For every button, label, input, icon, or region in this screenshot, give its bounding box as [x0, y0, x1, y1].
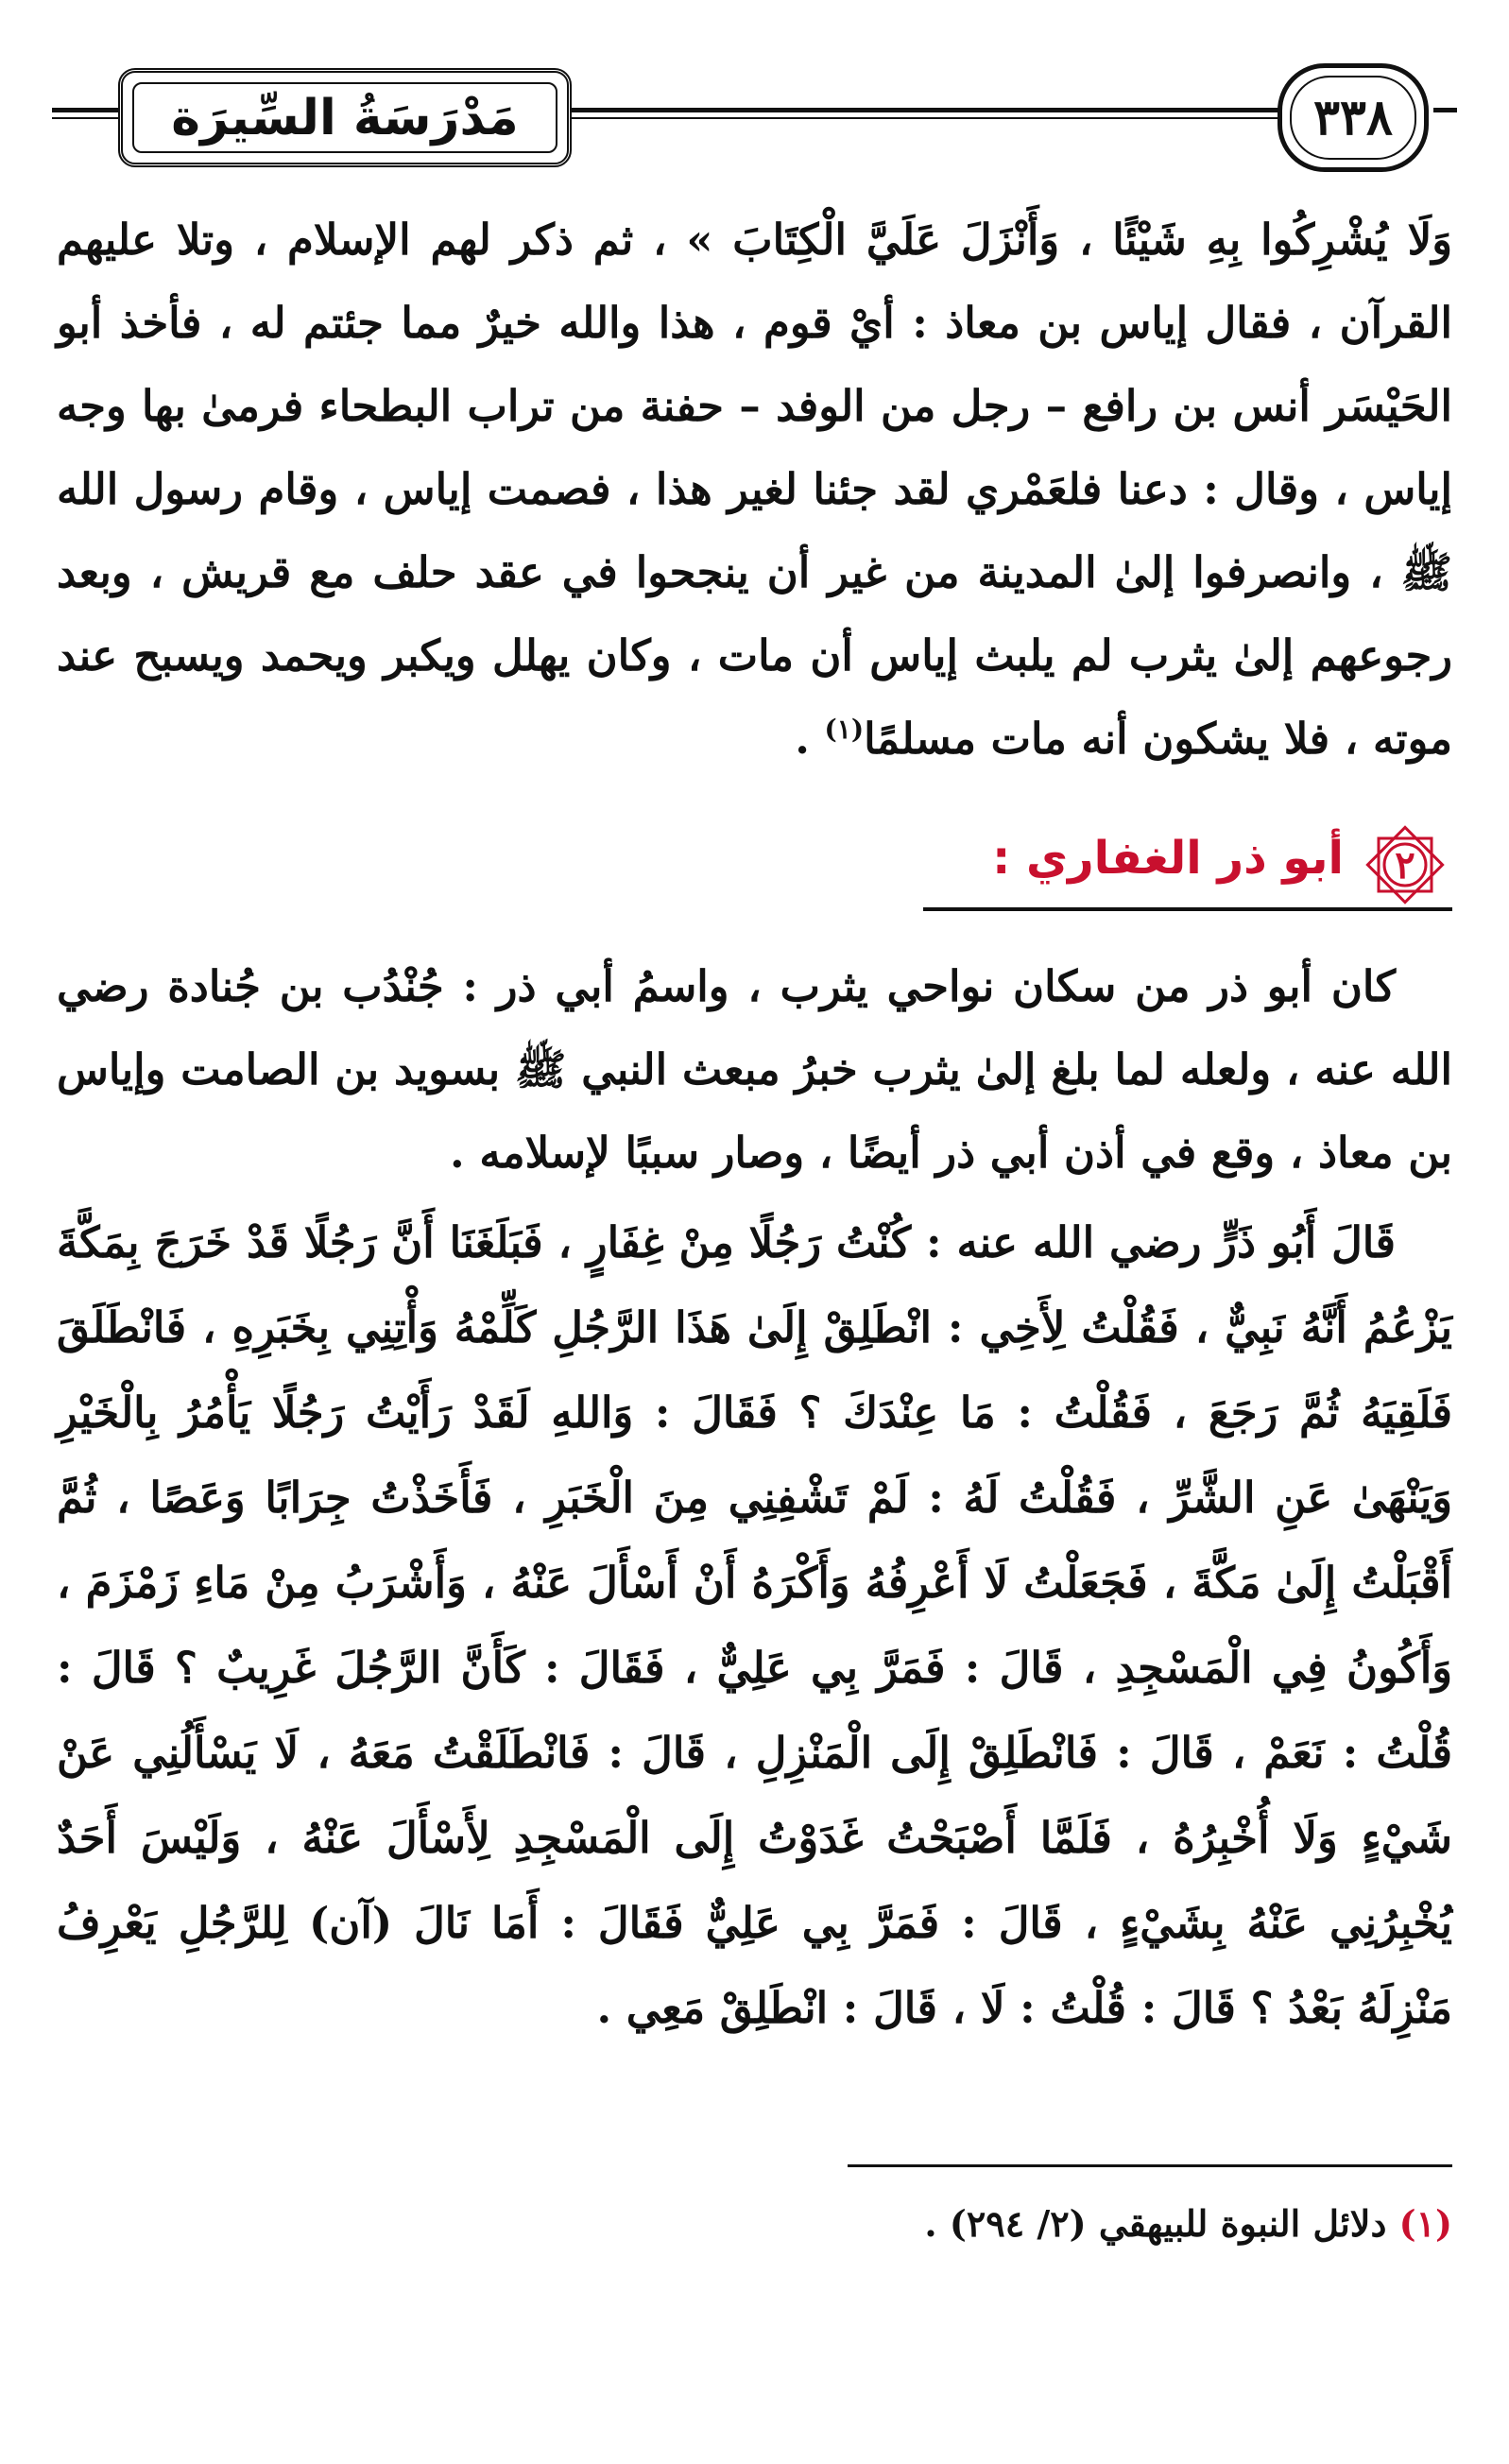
section-number-badge [1358, 818, 1452, 912]
header-rule-right [1433, 108, 1457, 112]
footnote-separator [848, 2164, 1452, 2167]
page-number-frame [1278, 63, 1429, 172]
header-rule-left [52, 108, 118, 112]
footnote-marker: (١) [1398, 2202, 1452, 2245]
paragraph-2 [57, 945, 1452, 1195]
paragraph-1-end: . [795, 714, 825, 764]
book-title-frame [118, 68, 572, 167]
section-heading [923, 813, 1452, 917]
header-rule-left-thin [52, 117, 118, 119]
quran-quote: وَلَا يُشْرِكُوا بِهِ شَيْئًا ، وَأَنْزَلَ عَلَيَّ الْكِتَابَ » [686, 215, 1453, 265]
paragraph-1 [57, 198, 1452, 781]
section-underline [923, 907, 1452, 911]
section-title: أبو ذر الغفاري : [992, 832, 1344, 885]
paragraph-1-text: ، ثم ذكر لهم الإسلام ، وتلا عليهم القرآن ، فقال إياس بن معاذ : أيْ قوم ، هذا والله خيرٌ مما جئتم له ، فأخذ أبو الحَيْسَر أنس بن رافع – رجل من الوفد – حفنة من تراب البطحاء فرمىٰ بها وجه إياس ، وقال : دعنا فلعَمْري لقد جئنا لغير هذا ، فصمت إياس ، وقام رسول الله ﷺ ، وانصرفوا إلىٰ المدينة من غير أن ينجحوا في عقد حلف مع قريش ، وبعد رجوعهم إلىٰ يثرب لم يلبث إياس أن مات ، وكان يهلل ويكبر ويحمد ويسبح عند موته ، فلا يشكون أنه مات مسلمًا [57, 215, 1452, 764]
footnote-reference[interactable]: (١) [824, 714, 865, 745]
book-title: مَدْرَسَةُ السِّيرَة [171, 89, 519, 146]
footnote-text: دلائل النبوة للبيهقي (٢/ ٢٩٤) . [924, 2202, 1387, 2245]
page-header [52, 59, 1457, 186]
header-rule-middle-thin [572, 117, 1285, 119]
header-rule-middle [572, 108, 1285, 112]
section-number: ٢ [1395, 842, 1415, 887]
paragraph-3 [57, 1200, 1452, 2051]
paragraph-3-text: قَالَ أَبُو ذَرٍّ رضي الله عنه : كُنْتُ رَجُلًا مِنْ غِفَارٍ ، فَبَلَغَنَا أَنَّ رَجُلًا قَدْ خَرَجَ بِمَكَّةَ يَزْعُمُ أَنَّهُ نَبِيٌّ ، فَقُلْتُ لِأَخِي : انْطَلِقْ إِلَىٰ هَذَا الرَّجُلِ كَلِّمْهُ وَأْتِنِي بِخَبَرِهِ ، فَانْطَلَقَ فَلَقِيَهُ ثُمَّ رَجَعَ ، فَقُلْتُ : مَا عِنْدَكَ ؟ فَقَالَ : وَاللهِ لَقَدْ رَأَيْتُ رَجُلًا يَأْمُرُ بِالْخَيْرِ وَيَنْهَىٰ عَنِ الشَّرِّ ، فَقُلْتُ لَهُ : لَمْ تَشْفِنِي مِنَ الْخَبَرِ ، فَأَخَذْتُ جِرَابًا وَعَصًا ، ثُمَّ أَقْبَلْتُ إِلَىٰ مَكَّةَ ، فَجَعَلْتُ لَا أَعْرِفُهُ وَأَكْرَهُ أَنْ أَسْأَلَ عَنْهُ ، وَأَشْرَبُ مِنْ مَاءِ زَمْزَمَ ، وَأَكُونُ فِي الْمَسْجِدِ ، قَالَ : فَمَرَّ بِي عَلِيٌّ ، فَقَالَ : كَأَنَّ الرَّجُلَ غَرِيبٌ ؟ قَالَ : قُلْتُ : نَعَمْ ، قَالَ : فَانْطَلِقْ إِلَى الْمَنْزِلِ ، قَالَ : فَانْطَلَقْتُ مَعَهُ ، لَا يَسْأَلُنِي عَنْ شَيْءٍ وَلَا أُخْبِرُهُ ، فَلَمَّا أَصْبَحْتُ غَدَوْتُ إِلَى الْمَسْجِدِ لِأَسْأَلَ عَنْهُ ، وَلَيْسَ أَحَدٌ يُخْبِرُنِي عَنْهُ بِشَيْءٍ ، قَالَ : فَمَرَّ بِي عَلِيٌّ فَقَالَ : أَمَا نَالَ (آن) لِلرَّجُلِ يَعْرِفُ مَنْزِلَهُ بَعْدُ ؟ قَالَ : قُلْتُ : لَا ، قَالَ : انْطَلِقْ مَعِي . [57, 1217, 1452, 2033]
page-number: ٣٣٨ [1313, 89, 1393, 146]
footnote [924, 2202, 1452, 2245]
paragraph-2-text: كان أبو ذر من سكان نواحي يثرب ، واسمُ أبي ذر : جُنْدُب بن جُنادة رضي الله عنه ، ولعله لما بلغ إلىٰ يثرب خبرُ مبعث النبي ﷺ بسويد بن الصامت وإياس بن معاذ ، وقع في أذن أبي ذر أيضًا ، وصار سببًا لإسلامه . [57, 961, 1452, 1178]
